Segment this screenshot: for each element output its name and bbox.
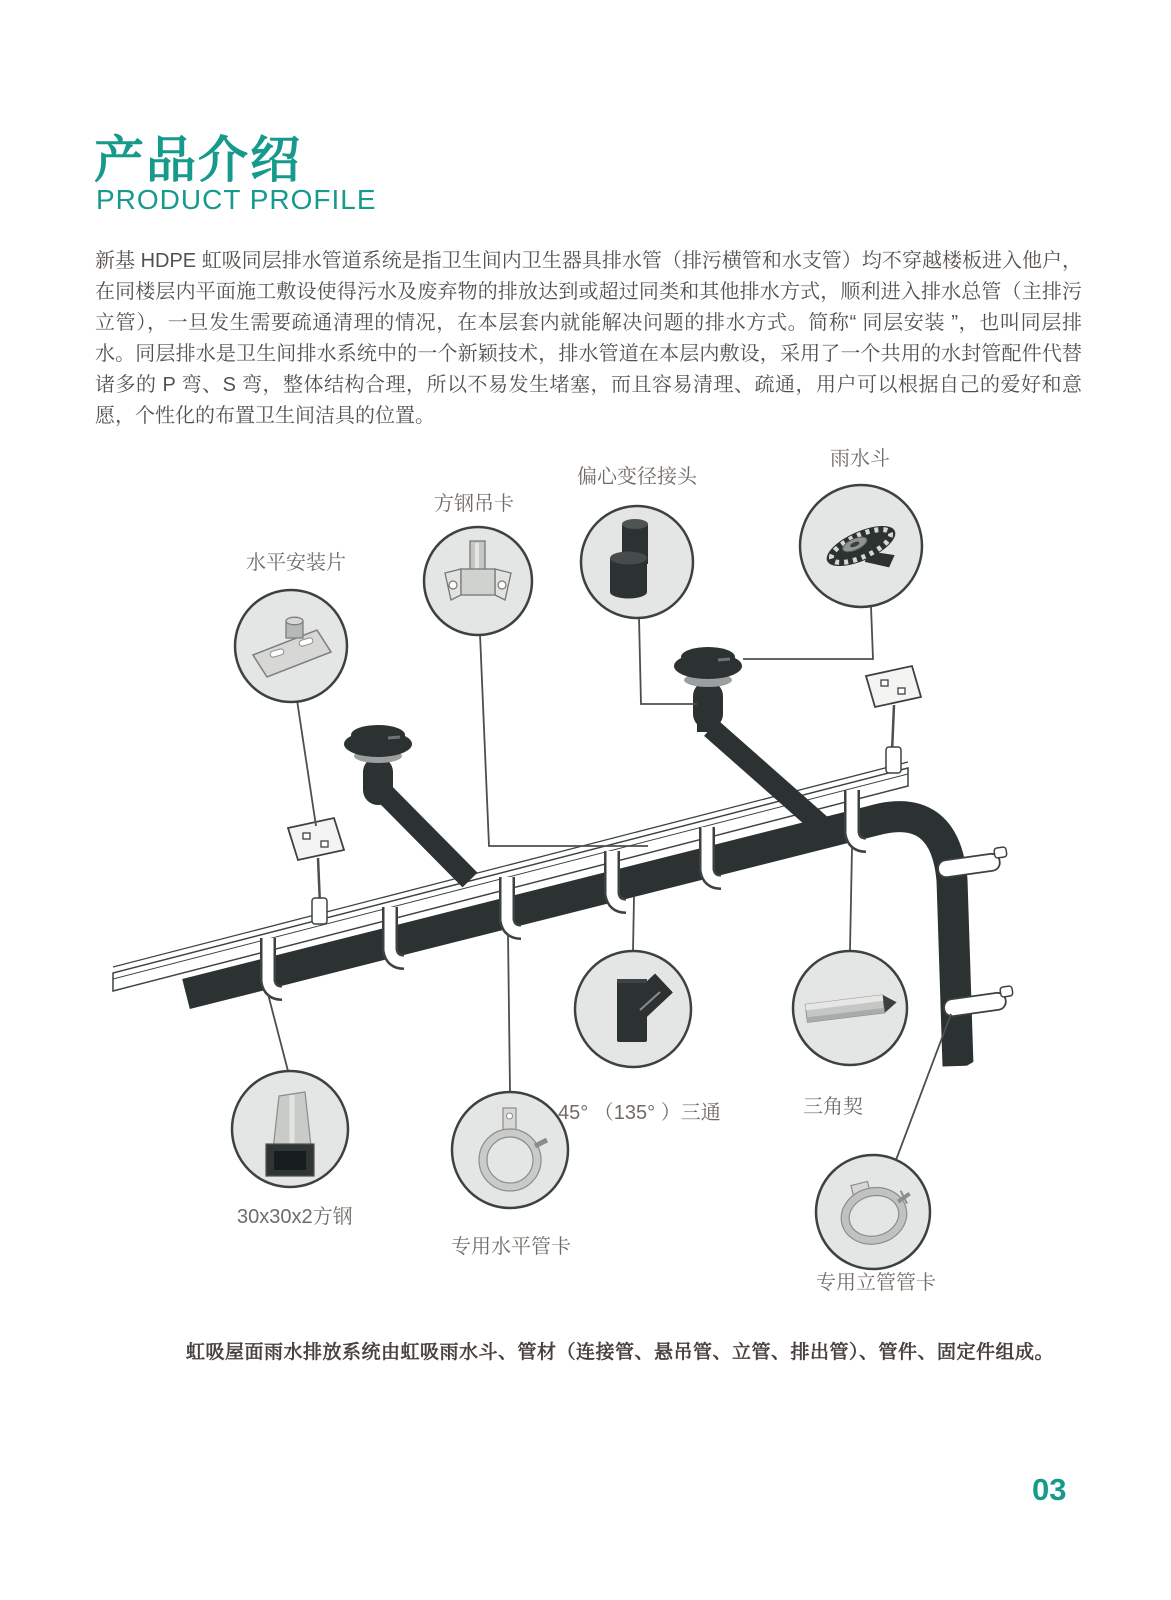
label-eccentric-reducer: 偏心变径接头 bbox=[577, 466, 697, 488]
leader-square-steel bbox=[268, 994, 288, 1071]
label-triangle-wedge: 三角契 bbox=[803, 1096, 863, 1118]
page-subtitle: PRODUCT PROFILE bbox=[96, 184, 377, 215]
label-horizontal-mount-plate: 水平安装片 bbox=[246, 552, 346, 574]
intro-paragraph: 新基 HDPE 虹吸同层排水管道系统是指卫生间内卫生器具排水管（排污横管和水支管）均不穿越楼板进入他户，在同楼层内平面施工敷设使得污水及废弃物的排放达到或超过同类和其他排水方式，顺利进入排水总管（主排污立管），一旦发生需要疏通清理的情况，在本层套内就能解决问题的排水方式。简称“ 同层安装 ”，也叫同层排水。同层排水是卫生间排水系统中的一个新颖技术，排水管道在本层内敷设，采用了一个共用的水封管配件代替诸多的 P 弯、S 弯，整体结构合理，所以不易发生堵塞，而且容易清理、疏通，用户可以根据自己的爱好和意愿，个性化的布置卫生间洁具的位置。 bbox=[95, 250, 1082, 427]
diagram-caption: 虹吸屋面雨水排放系统由虹吸雨水斗、管材（连接管、悬吊管、立管、排出管）、管件、固定件组成。 bbox=[186, 1342, 1055, 1363]
leader-rain-hopper bbox=[743, 606, 873, 659]
page-number: 03 bbox=[1032, 1472, 1067, 1507]
label-rain-hopper: 雨水斗 bbox=[830, 448, 890, 470]
callout-riser-pipe-clamp bbox=[816, 1155, 930, 1269]
mount-plate-left bbox=[288, 818, 344, 924]
label-square-steel-hanger: 方钢吊卡 bbox=[434, 493, 514, 515]
label-riser-pipe-clamp: 专用立管管卡 bbox=[816, 1272, 936, 1294]
leader-triangle-wedge bbox=[850, 848, 852, 950]
callout-circles bbox=[232, 485, 930, 1269]
leader-square-steel-hanger bbox=[480, 634, 648, 846]
page-title: 产品介绍 bbox=[94, 132, 302, 188]
leader-horizontal-mount-plate bbox=[297, 700, 316, 826]
piping-system-diagram bbox=[0, 430, 1171, 1330]
rain-hopper-right bbox=[674, 647, 822, 826]
leader-tee-45 bbox=[633, 897, 634, 951]
label-horizontal-pipe-clamp: 专用水平管卡 bbox=[451, 1236, 571, 1258]
rain-hopper-left bbox=[344, 725, 470, 880]
mount-plate-right bbox=[866, 666, 921, 773]
label-square-steel: 30x30x2方钢 bbox=[237, 1206, 353, 1228]
leader-horizontal-pipe-clamp bbox=[508, 934, 510, 1091]
label-tee-45: 45° （135° ）三通 bbox=[558, 1102, 721, 1124]
piping-diagram-art bbox=[0, 430, 1171, 1330]
